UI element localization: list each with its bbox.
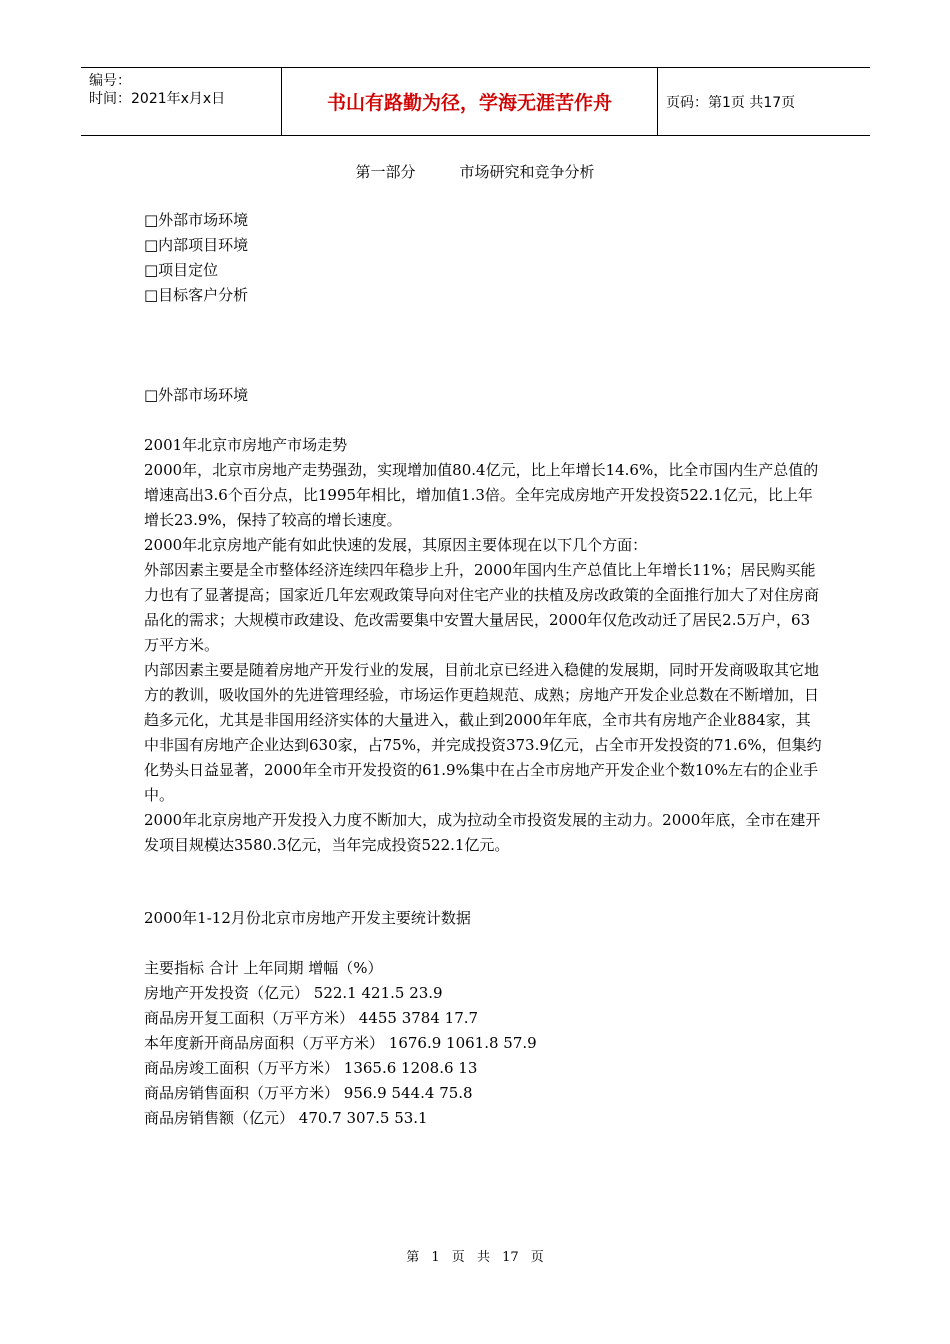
header-meta bbox=[81, 68, 281, 135]
stats-header-row: 主要指标 合计 上年同期 增幅（%） bbox=[144, 959, 383, 977]
toc-item: □外部市场环境 bbox=[144, 211, 249, 229]
table-of-contents bbox=[144, 208, 824, 308]
section-heading-text: □外部市场环境 bbox=[144, 386, 249, 404]
stats-row: 商品房竣工面积（万平方米） 1365.6 1208.6 13 bbox=[144, 1059, 478, 1077]
stats-row: 房地产开发投资（亿元） 522.1 421.5 23.9 bbox=[144, 984, 443, 1002]
page-footer bbox=[0, 1246, 950, 1265]
body-text bbox=[144, 433, 824, 858]
paragraph: 2000年北京房地产能有如此快速的发展，其原因主要体现在以下几个方面： bbox=[144, 536, 648, 554]
paragraph: 2000年，北京市房地产走势强劲，实现增加值80.4亿元，比上年增长14.6%，比全市国内生产总值的增速高出3.6个百分点，比1995年相比，增加值1.3倍。全年完成房地产开发投资522.1亿元，比上年增长23.9%，保持了较高的增长速度。 bbox=[144, 461, 819, 529]
stats-row: 商品房销售面积（万平方米） 956.9 544.4 75.8 bbox=[144, 1084, 473, 1102]
stats-row: 本年度新开商品房面积（万平方米） 1676.9 1061.8 57.9 bbox=[144, 1034, 537, 1052]
footer-text: 页 bbox=[530, 1250, 544, 1265]
stats-title-text: 2000年1-12月份北京市房地产开发主要统计数据 bbox=[144, 909, 471, 927]
header-motto: 书山有路勤为径，学海无涯苦作舟 bbox=[281, 68, 658, 135]
toc-item: □目标客户分析 bbox=[144, 286, 249, 304]
footer-text: 第 bbox=[406, 1250, 420, 1265]
paragraph: 内部因素主要是随着房地产开发行业的发展，目前北京已经进入稳健的发展期，同时开发商吸取其它地方的教训，吸收国外的先进管理经验，市场运作更趋规范、成熟；房地产开发企业总数在不断增加，日趋多元化，尤其是非国用经济实体的大量进入，截止到2000年年底，全市共有房地产企业884家，其中非国有房地产企业达到630家，占75%，并完成投资373.9亿元，占全市开发投资的71.6%，但集约化势头日益显著，2000年全市开发投资的61.9%集中在占全市房地产开发企业个数10%左右的企业手中。 bbox=[144, 661, 822, 804]
footer-total-pages: 17 bbox=[502, 1250, 519, 1265]
stats-row: 商品房销售额（亿元） 470.7 307.5 53.1 bbox=[144, 1109, 428, 1127]
title-part: 第一部分 bbox=[355, 163, 416, 181]
stats-table bbox=[144, 956, 824, 1131]
document-number-label: 编号： bbox=[89, 73, 131, 89]
footer-page-number: 1 bbox=[431, 1250, 440, 1265]
title-topic: 市场研究和竞争分析 bbox=[459, 163, 595, 181]
section-heading bbox=[144, 383, 824, 408]
stats-row: 商品房开复工面积（万平方米） 4455 3784 17.7 bbox=[144, 1009, 479, 1027]
page-header bbox=[81, 67, 870, 136]
paragraph: 2001年北京市房地产市场走势 bbox=[144, 436, 348, 454]
toc-item: □项目定位 bbox=[144, 261, 219, 279]
paragraph: 外部因素主要是全市整体经济连续四年稳步上升，2000年国内生产总值比上年增长11%；居民购买能力也有了显著提高；国家近几年宏观政策导向对住宅产业的扶植及房改政策的全面推行加大了对住房商品化的需求；大规模市政建设、危改需要集中安置大量居民，2000年仅危改动迁了居民2.5万户，63万平方米。 bbox=[144, 561, 820, 654]
document-date: 时间：2021年x月x日 bbox=[89, 91, 226, 107]
toc-item: □内部项目环境 bbox=[144, 236, 249, 254]
footer-text: 页 bbox=[451, 1250, 465, 1265]
document-title bbox=[0, 160, 950, 184]
stats-table-title bbox=[144, 906, 824, 931]
footer-text: 共 bbox=[476, 1250, 490, 1265]
header-page-info: 页码：第1页 共17页 bbox=[666, 94, 796, 111]
paragraph: 2000年北京房地产开发投入力度不断加大，成为拉动全市投资发展的主动力。2000年底，全市在建开发项目规模达3580.3亿元，当年完成投资522.1亿元。 bbox=[144, 811, 821, 854]
